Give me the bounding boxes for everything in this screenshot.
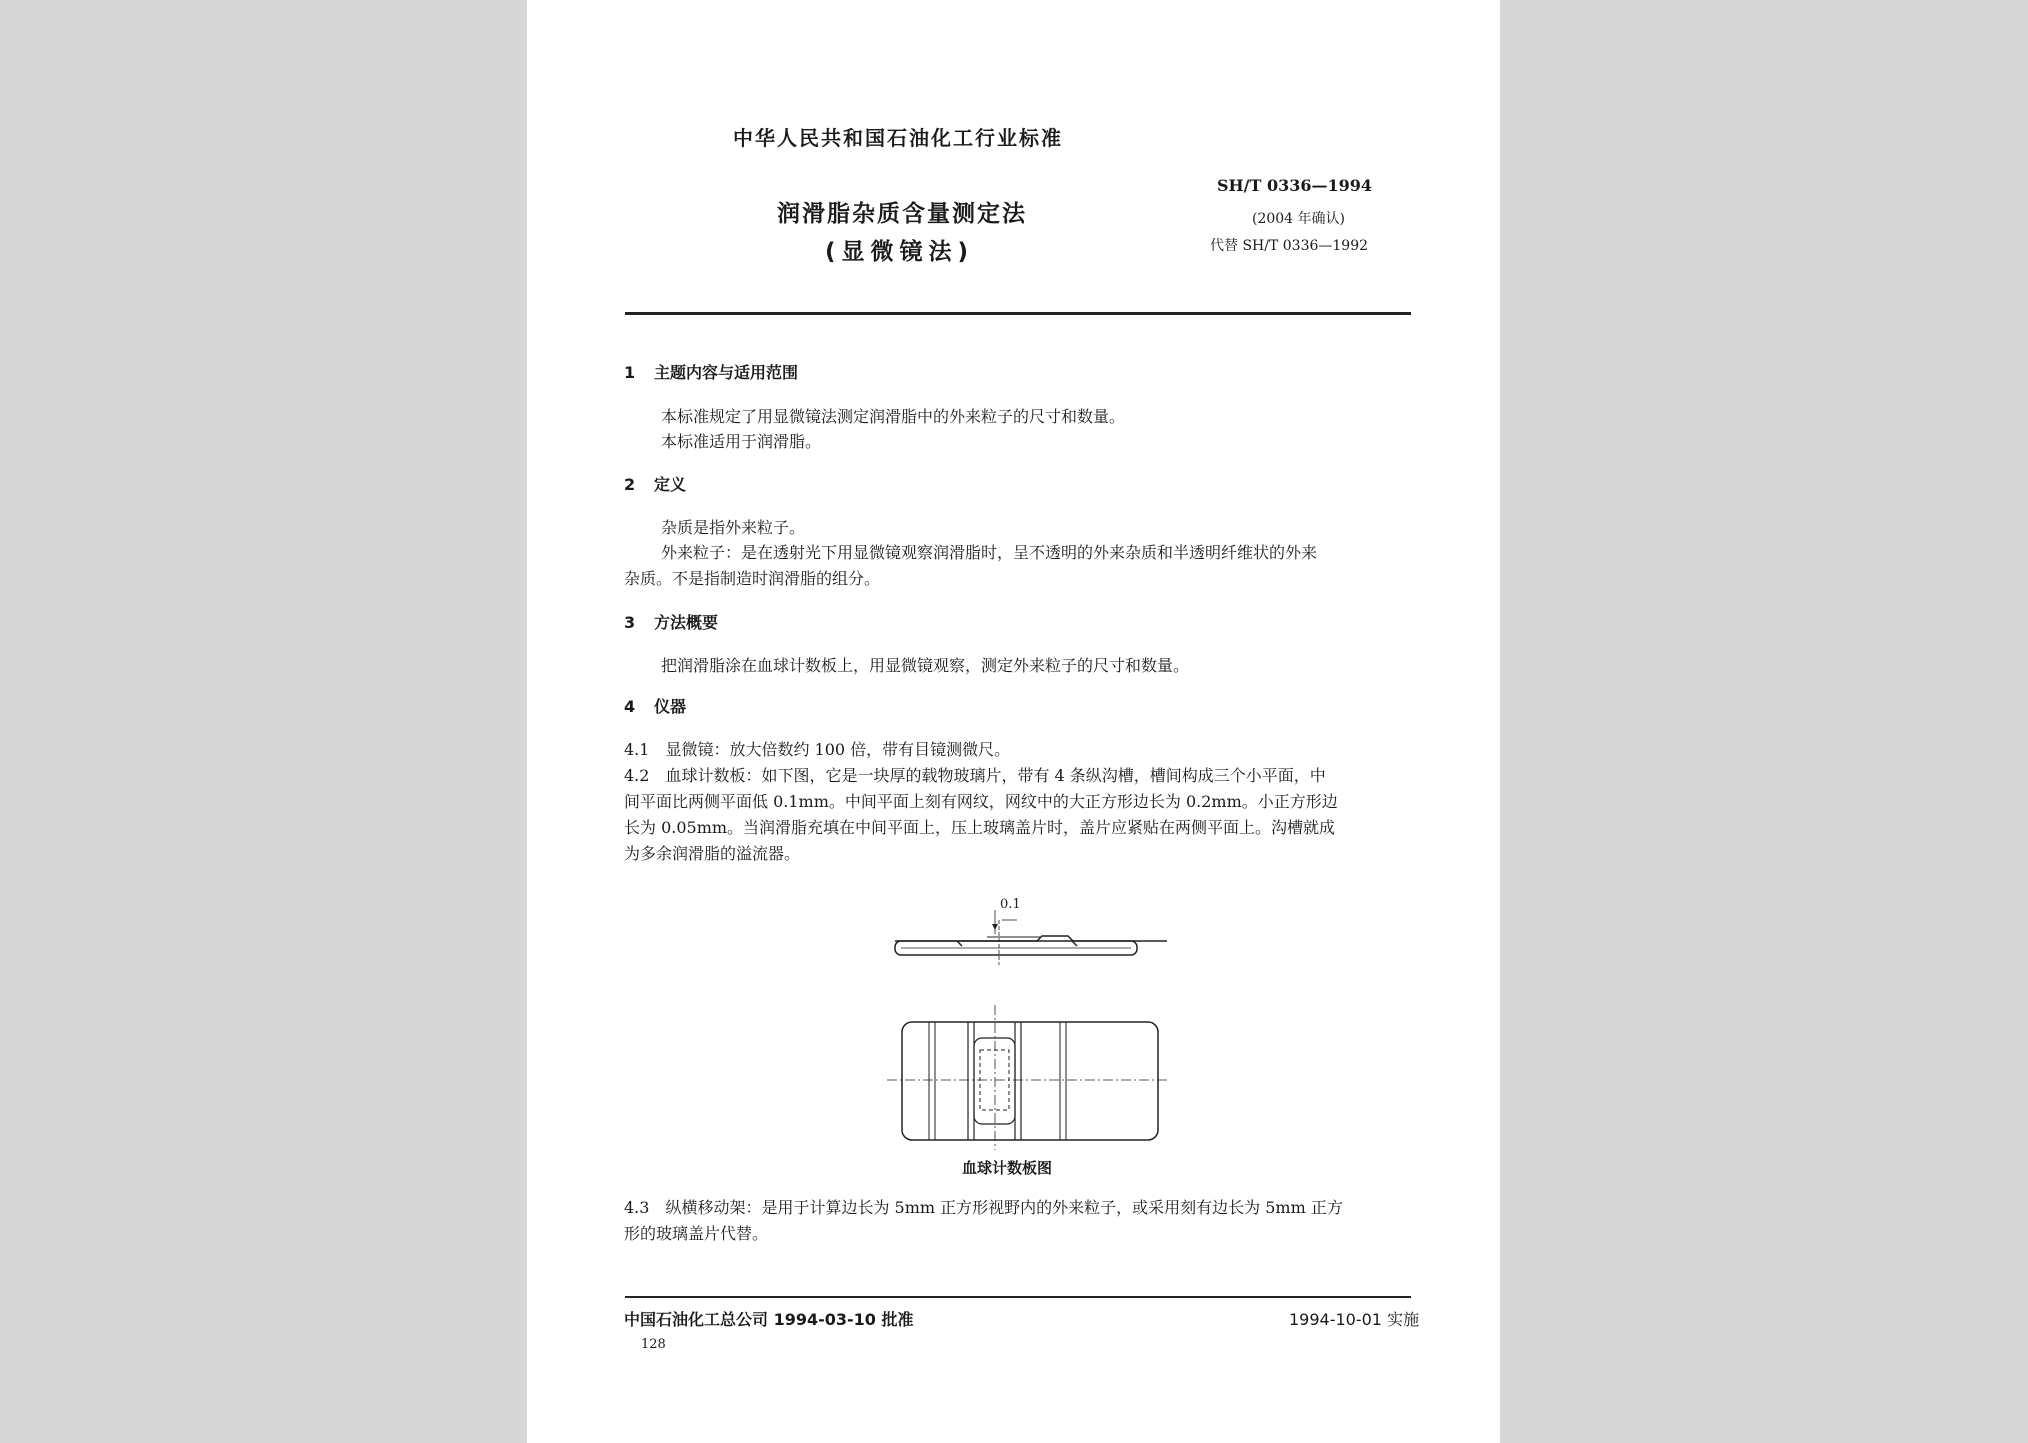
paragraph: 本标准适用于润滑脂。	[661, 432, 822, 451]
document-page	[527, 0, 1500, 1443]
paragraph: 形的玻璃盖片代替。	[624, 1224, 769, 1243]
section-heading-2: 2 定义	[624, 475, 687, 494]
replaces-standard: 代替 SH/T 0336—1992	[1210, 238, 1369, 254]
paragraph: 本标准规定了用显微镜法测定润滑脂中的外来粒子的尺寸和数量。	[661, 407, 1126, 426]
side-view-drawing	[895, 910, 1167, 965]
approval-line: 中国石油化工总公司 1994-03-10 批准	[624, 1310, 914, 1329]
paragraph: 长为 0.05mm。当润滑脂充填在中间平面上，压上玻璃盖片时，盖片应紧贴在两侧平面上。沟槽就成	[624, 818, 1336, 837]
top-view-drawing	[887, 1005, 1167, 1150]
section-heading-3: 3 方法概要	[624, 613, 719, 632]
section-heading-1: 1 主题内容与适用范围	[624, 363, 799, 382]
paragraph: 杂质。不是指制造时润滑脂的组分。	[624, 569, 881, 588]
confirm-year: (2004 年确认)	[1252, 211, 1346, 227]
clause-4-1: 4.1 显微镜：放大倍数约 100 倍，带有目镜测微尺。	[624, 740, 1011, 759]
dimension-label: 0.1	[1000, 897, 1021, 912]
standard-code: SH/T 0336—1994	[1217, 176, 1373, 195]
clause-4-3: 4.3 纵横移动架：是用于计算边长为 5mm 正方形视野内的外来粒子，或采用刻有边长为 5mm 正方	[624, 1198, 1343, 1217]
hemocytometer-figure	[867, 890, 1167, 1150]
clause-4-2: 4.2 血球计数板：如下图，它是一块厚的载物玻璃片，带有 4 条纵沟槽，槽间构成三个小平面，中	[624, 766, 1326, 785]
section-heading-4: 4 仪器	[624, 697, 687, 716]
paragraph: 为多余润滑脂的溢流器。	[624, 844, 801, 863]
page-number: 128	[641, 1337, 666, 1352]
paragraph: 把润滑脂涂在血球计数板上，用显微镜观察，测定外来粒子的尺寸和数量。	[661, 656, 1190, 675]
paragraph: 杂质是指外来粒子。	[661, 518, 806, 537]
footer-divider	[625, 1296, 1411, 1298]
paragraph: 间平面比两侧平面低 0.1mm。中间平面上刻有网纹，网纹中的大正方形边长为 0.2mm。小正方形边	[624, 792, 1338, 811]
standard-subtitle: (显微镜法)	[825, 239, 975, 265]
implementation-date: 1994-10-01 实施	[1289, 1310, 1420, 1329]
issuing-org: 中华人民共和国石油化工行业标准	[733, 126, 1063, 150]
paragraph: 外来粒子：是在透射光下用显微镜观察润滑脂时，呈不透明的外来杂质和半透明纤维状的外来	[661, 543, 1318, 562]
standard-title: 润滑脂杂质含量测定法	[777, 201, 1027, 227]
header-divider	[625, 312, 1411, 315]
figure-caption: 血球计数板图	[962, 1159, 1053, 1177]
